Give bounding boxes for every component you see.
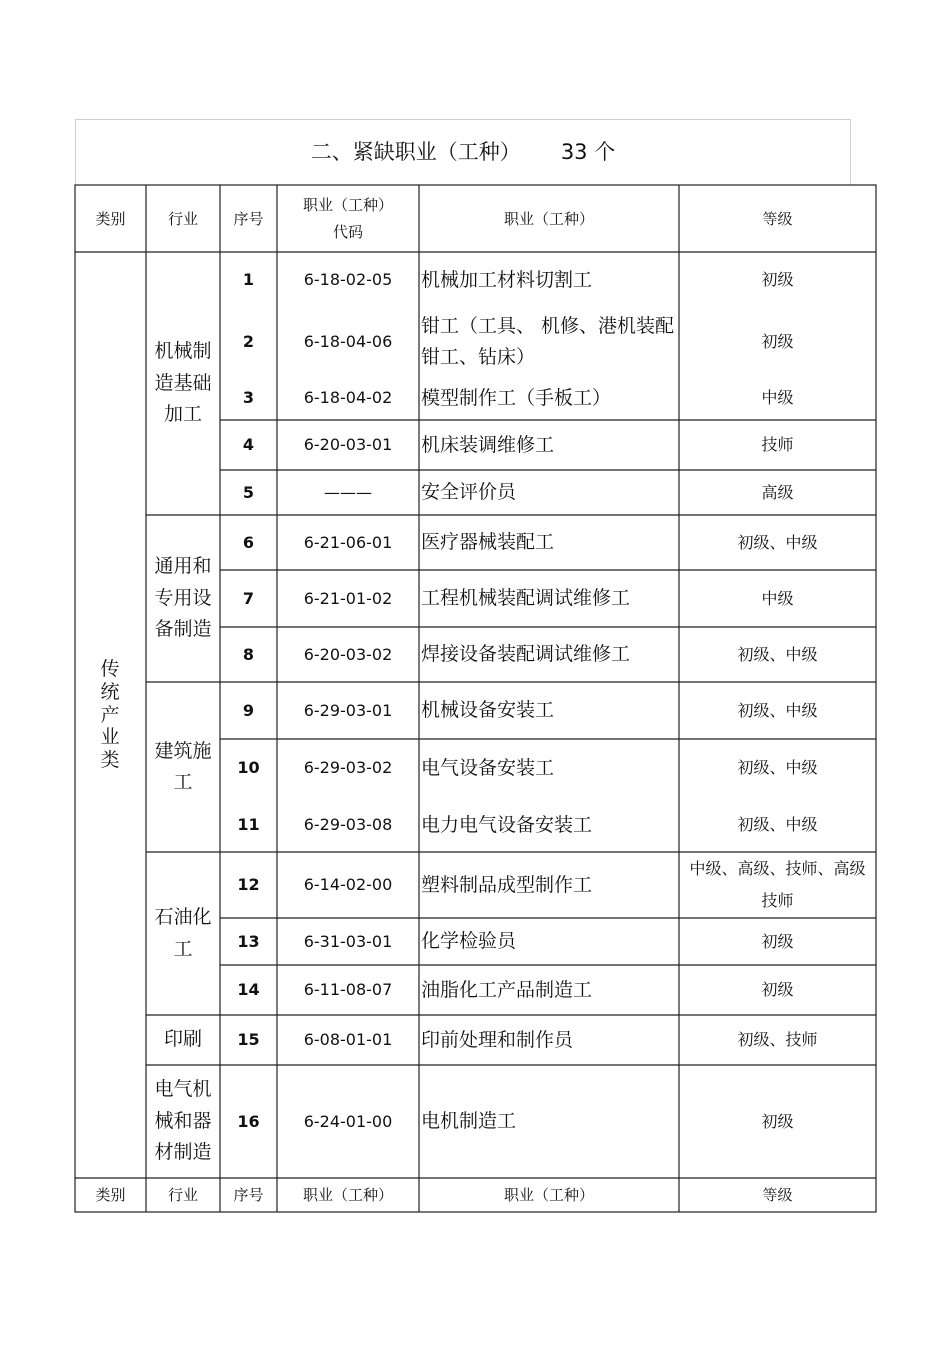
seq-cell: 11 xyxy=(237,815,260,835)
occupation-cell: 医疗器械装配工 xyxy=(421,531,555,554)
code-cell: ——— xyxy=(324,482,372,502)
industry-cell: 电气机械和器材制造 xyxy=(154,1078,212,1164)
code-cell: 6-24-01-00 xyxy=(303,1111,393,1131)
seq-cell: 1 xyxy=(242,270,255,290)
level-cell: 初级、中级 xyxy=(737,644,818,664)
occupation-cell: 塑料制品成型制作工 xyxy=(421,873,593,896)
code-cell: 6-18-02-05 xyxy=(303,270,393,290)
level-cell: 中级 xyxy=(761,388,794,408)
level-cell: 初级 xyxy=(761,980,794,1000)
level-cell: 技师 xyxy=(761,435,794,455)
category-cell: 传统产业类 xyxy=(100,658,120,772)
level-cell: 初级、技师 xyxy=(737,1030,818,1050)
page-title: 二、紧缺职业（工种） 33 个 xyxy=(310,140,616,164)
header-seq: 序号 xyxy=(233,209,264,228)
header-industry: 行业 xyxy=(167,209,198,228)
footer-occupation: 职业（工种） xyxy=(503,1186,594,1204)
code-cell: 6-18-04-06 xyxy=(303,332,393,352)
code-cell: 6-18-04-02 xyxy=(303,388,393,408)
occupation-cell: 印前处理和制作员 xyxy=(421,1028,574,1051)
level-cell: 初级 xyxy=(761,931,794,951)
seq-cell: 7 xyxy=(242,588,255,608)
occupation-cell: 机床装调维修工 xyxy=(421,433,555,456)
occupation-cell: 电力电气设备安装工 xyxy=(421,813,593,836)
level-cell: 高级 xyxy=(761,482,794,502)
header-code-line1: 职业（工种） xyxy=(302,196,393,215)
code-cell: 6-29-03-08 xyxy=(303,815,393,835)
occupation-cell: 模型制作工（手板工） xyxy=(421,386,612,409)
header-occupation: 职业（工种） xyxy=(503,209,594,228)
seq-cell: 6 xyxy=(242,532,255,552)
seq-cell: 14 xyxy=(237,980,260,1000)
code-cell: 6-29-03-01 xyxy=(303,700,393,720)
seq-cell: 4 xyxy=(242,435,255,455)
header-level: 等级 xyxy=(762,209,793,228)
level-cell: 初级、中级 xyxy=(737,758,818,778)
level-cell: 初级、中级 xyxy=(737,700,818,720)
occupation-cell: 焊接设备装配调试维修工 xyxy=(421,643,631,666)
header-code-line2: 代码 xyxy=(332,222,363,241)
code-cell: 6-21-06-01 xyxy=(303,532,393,552)
seq-cell: 9 xyxy=(242,700,255,720)
level-cell: 初级、中级 xyxy=(737,815,818,835)
industry-cell: 石油化工 xyxy=(154,906,212,960)
industry-cell: 通用和专用设备制造 xyxy=(154,555,212,641)
code-cell: 6-20-03-02 xyxy=(303,644,393,664)
header-code xyxy=(277,185,419,252)
footer-code: 职业（工种） xyxy=(302,1186,393,1204)
seq-cell: 13 xyxy=(237,931,260,951)
occupation-cell: 机械加工材料切割工 xyxy=(421,268,593,291)
footer-level: 等级 xyxy=(762,1186,793,1204)
occupation-cell: 电气设备安装工 xyxy=(421,756,555,779)
seq-cell: 15 xyxy=(237,1030,260,1050)
code-cell: 6-31-03-01 xyxy=(303,931,393,951)
industry-cell: 建筑施工 xyxy=(154,739,212,793)
level-cell: 初级 xyxy=(761,270,794,290)
code-cell: 6-29-03-02 xyxy=(303,758,393,778)
industry-cell: 印刷 xyxy=(163,1028,202,1051)
seq-cell: 16 xyxy=(237,1111,260,1131)
footer-industry: 行业 xyxy=(167,1186,198,1204)
industry-cell: 机械制造基础加工 xyxy=(154,340,212,426)
code-cell: 6-20-03-01 xyxy=(303,435,393,455)
code-cell: 6-11-08-07 xyxy=(303,980,393,1000)
footer-category: 类别 xyxy=(95,1186,126,1204)
code-cell: 6-08-01-01 xyxy=(303,1030,393,1050)
occupation-cell: 化学检验员 xyxy=(421,930,517,953)
occupation-cell: 电机制造工 xyxy=(421,1110,517,1133)
code-cell: 6-21-01-02 xyxy=(303,588,393,608)
occupation-cell: 油脂化工产品制造工 xyxy=(421,978,593,1001)
level-cell: 初级、中级 xyxy=(737,532,818,552)
seq-cell: 8 xyxy=(242,644,255,664)
level-cell: 中级 xyxy=(761,588,794,608)
code-cell: 6-14-02-00 xyxy=(303,875,393,895)
level-cell: 初级 xyxy=(761,332,794,352)
footer-seq: 序号 xyxy=(233,1186,264,1204)
seq-cell: 2 xyxy=(242,332,255,352)
seq-cell: 5 xyxy=(242,482,255,502)
header-category: 类别 xyxy=(95,209,126,228)
occupation-cell: 安全评价员 xyxy=(421,481,517,504)
level-cell: 中级、高级、技师、高级技师 xyxy=(689,859,866,910)
occupation-cell: 工程机械装配调试维修工 xyxy=(421,587,631,610)
seq-cell: 12 xyxy=(237,875,260,895)
level-cell: 初级 xyxy=(761,1111,794,1131)
seq-cell: 3 xyxy=(242,388,255,408)
seq-cell: 10 xyxy=(237,758,260,778)
occupation-cell: 钳工（工具、 机修、港机装配钳工、钻床） xyxy=(421,314,675,368)
occupation-cell: 机械设备安装工 xyxy=(421,699,555,722)
